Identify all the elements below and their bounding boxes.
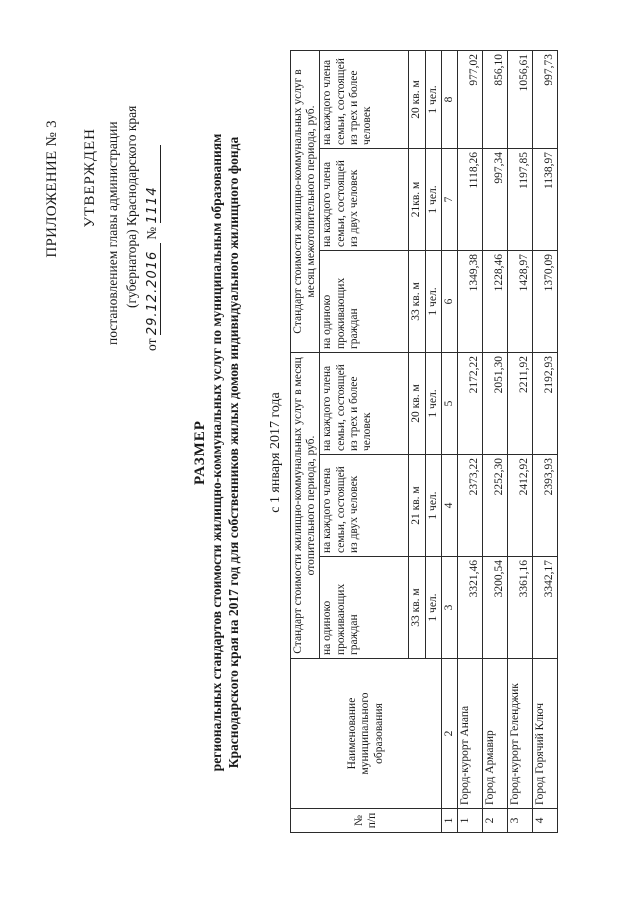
row-num: 3 (508, 809, 533, 833)
row-heating-single: 3361,16 (508, 557, 533, 659)
row-heating-two: 2373,22 (458, 455, 483, 557)
area-heating-single: 33 кв. м (409, 557, 425, 659)
document-subtitle-line-2: Краснодарского края на 2017 год для собственников жилых домов индивидуального жилищного фонда (226, 136, 241, 769)
decree-line-2: (губернатора) Краснодарского края (124, 105, 139, 308)
row-nonheating-three: 997,73 (533, 50, 558, 148)
area-nonheating-single: 33 кв. м (409, 250, 425, 352)
column-number-8: 8 (441, 50, 457, 148)
table-row (458, 50, 483, 832)
header-nonheating-group: Стандарт стоимости жилищно-коммунальных услуг в месяц межотопительного периода, руб. (291, 50, 320, 352)
row-nonheating-two: 1118,26 (458, 148, 483, 250)
row-nonheating-two: 1197,85 (508, 148, 533, 250)
row-num: 1 (458, 809, 483, 833)
row-heating-two: 2412,92 (508, 455, 533, 557)
row-heating-three: 2211,92 (508, 352, 533, 454)
decree-date: 29.12.2016 (145, 243, 161, 335)
row-heating-single: 3200,54 (483, 557, 508, 659)
document-subtitle-line-1: региональных стандартов стоимости жилищно-коммунальных услуг по муниципальным образованиям (209, 133, 224, 772)
persons-nonheating-three: 1 чел. (425, 50, 441, 148)
column-number-5: 5 (441, 352, 457, 454)
header-num: № п/п (291, 809, 442, 833)
row-name: Город Армавир (483, 659, 508, 809)
row-nonheating-two: 997,34 (483, 148, 508, 250)
header-nonheating-three: на каждого члена семьи, состоящей из трех и более человек (320, 50, 409, 148)
column-number-1: 1 (441, 809, 457, 833)
table-row (508, 50, 533, 832)
row-name: Город Горячий Ключ (533, 659, 558, 809)
row-nonheating-two: 1138,97 (533, 148, 558, 250)
persons-heating-three: 1 чел. (425, 352, 441, 454)
column-number-2: 2 (441, 659, 457, 809)
row-num: 4 (533, 809, 558, 833)
date-prefix: от (144, 338, 159, 351)
row-heating-three: 2192,93 (533, 352, 558, 454)
header-name: Наименование муниципального образования (291, 659, 442, 809)
column-number-3: 3 (441, 557, 457, 659)
header-heating-three: на каждого члена семьи, состоящей из трех и более человек (320, 352, 409, 454)
persons-nonheating-single: 1 чел. (425, 250, 441, 352)
row-heating-three: 2051,30 (483, 352, 508, 454)
column-number-4: 4 (441, 455, 457, 557)
area-heating-two: 21 кв. м (409, 455, 425, 557)
row-nonheating-single: 1370,09 (533, 250, 558, 352)
effective-period: с 1 января 2017 года (268, 392, 283, 513)
row-heating-three: 2172,22 (458, 352, 483, 454)
column-number-7: 7 (441, 148, 457, 250)
row-heating-two: 2393,93 (533, 455, 558, 557)
header-heating-group: Стандарт стоимости жилищно-коммунальных услуг в месяц отопительного периода, руб. (291, 352, 320, 658)
number-prefix: № (144, 226, 159, 240)
standards-table (290, 50, 558, 833)
decree-line-1: постановлением главы администрации (105, 121, 120, 345)
column-number-6: 6 (441, 250, 457, 352)
persons-heating-two: 1 чел. (425, 455, 441, 557)
table-row (533, 50, 558, 832)
persons-nonheating-two: 1 чел. (425, 148, 441, 250)
appendix-label: ПРИЛОЖЕНИЕ № 3 (44, 120, 60, 258)
row-heating-single: 3321,46 (458, 557, 483, 659)
row-num: 2 (483, 809, 508, 833)
row-nonheating-single: 1349,38 (458, 250, 483, 352)
row-nonheating-three: 1056,61 (508, 50, 533, 148)
area-nonheating-two: 21кв. м (409, 148, 425, 250)
row-nonheating-three: 856,10 (483, 50, 508, 148)
header-nonheating-two: на каждого члена семьи, состоящей из двух человек (320, 148, 409, 250)
decree-number: 1114 (145, 146, 161, 224)
document-title: РАЗМЕР (192, 420, 208, 485)
row-heating-single: 3342,17 (533, 557, 558, 659)
row-name: Город-курорт Анапа (458, 659, 483, 809)
row-nonheating-three: 977,02 (458, 50, 483, 148)
decree-date-line (144, 146, 161, 352)
row-nonheating-single: 1228,46 (483, 250, 508, 352)
header-nonheating-single: на одиноко проживающих граждан (320, 250, 409, 352)
header-heating-two: на каждого члена семьи, состоящей из двух человек (320, 455, 409, 557)
row-nonheating-single: 1428,97 (508, 250, 533, 352)
persons-heating-single: 1 чел. (425, 557, 441, 659)
approved-label: УТВЕРЖДЕН (82, 128, 98, 228)
row-heating-two: 2252,30 (483, 455, 508, 557)
row-name: Город-курорт Геленджик (508, 659, 533, 809)
table-row (483, 50, 508, 832)
area-nonheating-three: 20 кв. м (409, 50, 425, 148)
area-heating-three: 20 кв. м (409, 352, 425, 454)
header-heating-single: на одиноко проживающих граждан (320, 557, 409, 659)
